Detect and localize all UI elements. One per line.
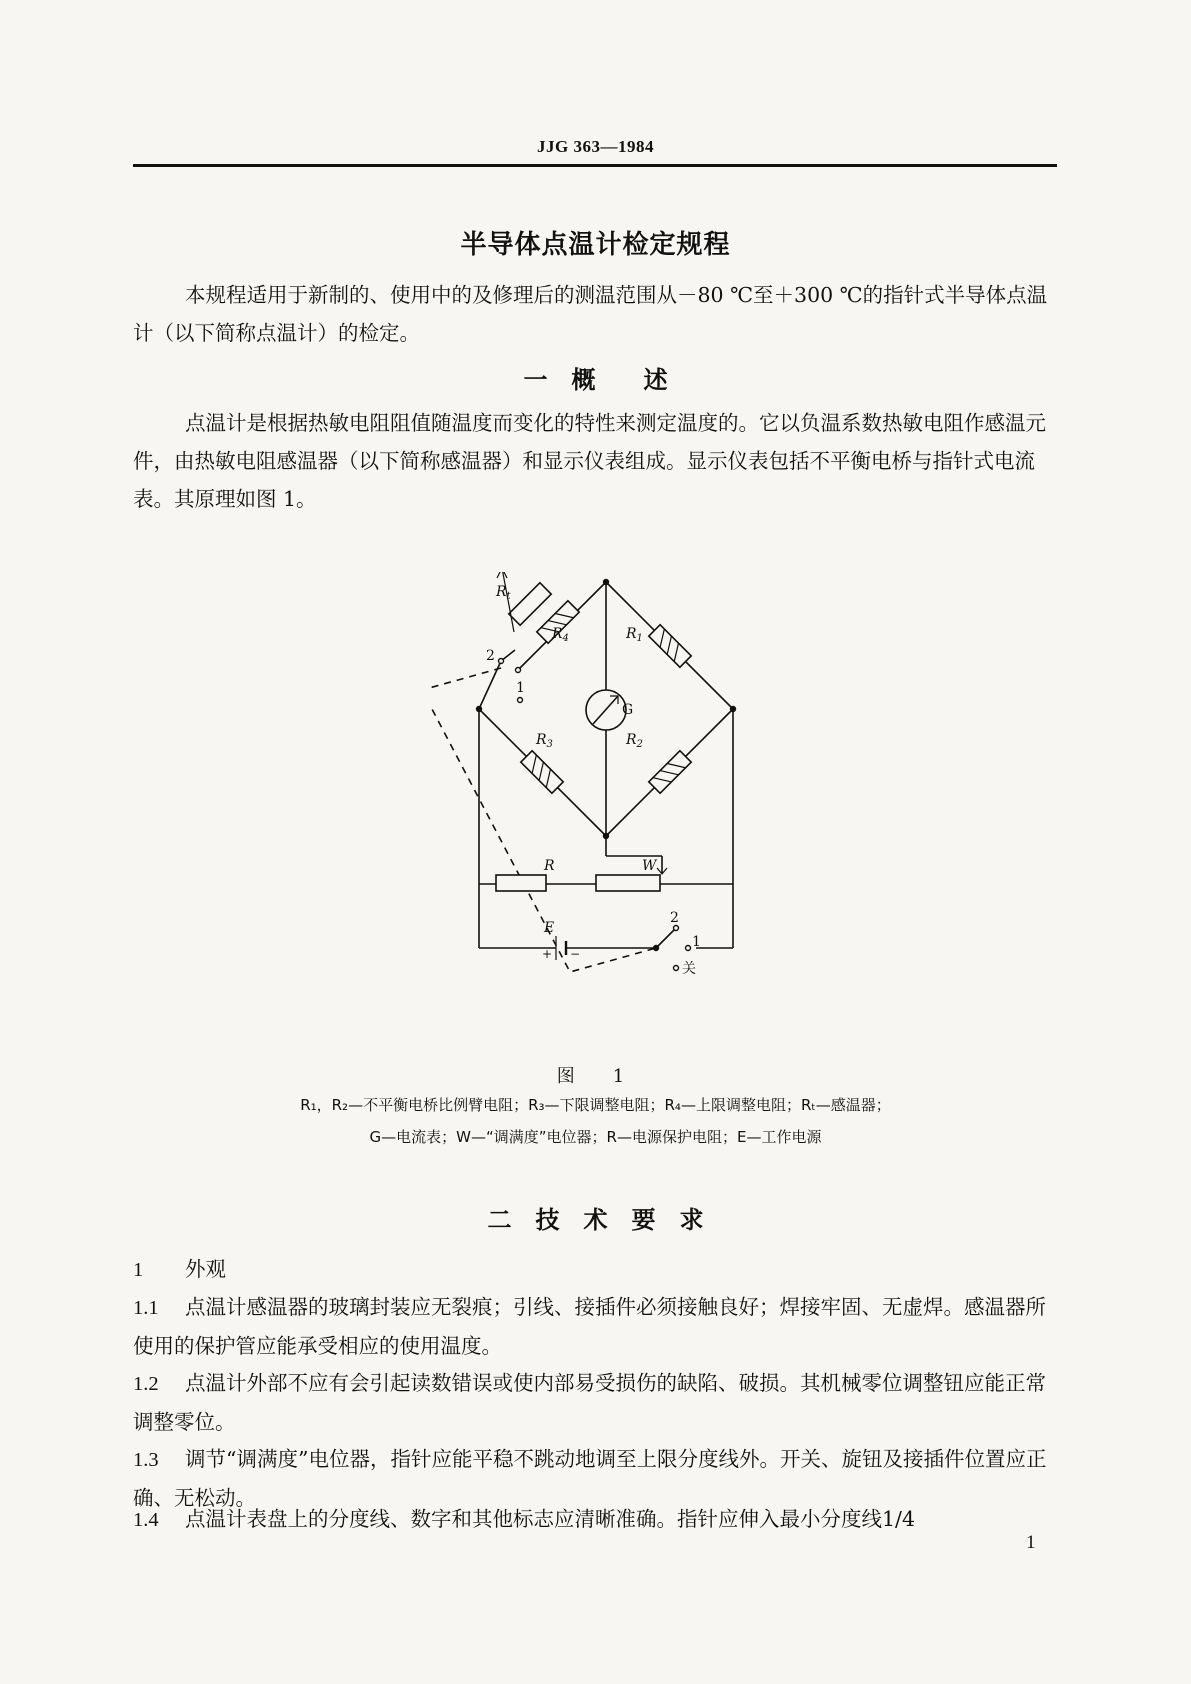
overview-paragraph: 点温计是根据热敏电阻阻值随温度而变化的特性来测定温度的。它以负温系数热敏电阻作感温元件，由热敏电阻感温器（以下简称感温器）和显示仪表组成。显示仪表包括不平衡电桥与指针式电流表。其原理如图 1。 <box>133 411 1046 511</box>
label-E: E <box>544 920 555 936</box>
resistor-R2 <box>649 751 691 793</box>
resistor-R1 <box>649 625 691 667</box>
label-W: W <box>642 858 657 874</box>
label-switch-top-1: 1 <box>516 680 525 696</box>
figure-caption-line-2: G—电流表；W—“调满度”电位器；R—电源保护电阻；E—工作电源 <box>369 1128 822 1146</box>
label-G: G <box>622 702 634 718</box>
label-minus: − <box>570 947 581 961</box>
label-R2: R <box>626 732 637 748</box>
section-heading-technical-requirements: 二 技 术 要 求 <box>487 1206 704 1234</box>
label-switch-top-2: 2 <box>486 648 495 664</box>
svg-text:R2: $R_2$ <box>626 732 643 750</box>
label-switch-bottom-1: 1 <box>692 934 701 950</box>
section-heading-overview: 一 概 述 <box>523 366 668 394</box>
header-rule <box>133 164 1057 167</box>
sensor-Rt <box>509 583 551 625</box>
document-title: 半导体点温计检定规程 <box>460 230 731 260</box>
label-off: 关 <box>682 961 696 977</box>
svg-text:R4: $R_4$ <box>552 626 569 644</box>
requirement-item: 1.4 点温计表盘上的分度线、数字和其他标志应清晰准确。指针应伸入最小分度线1/4 <box>133 1507 915 1531</box>
label-R: R <box>544 858 555 874</box>
svg-text:Rt: $R_t$ <box>496 584 511 602</box>
label-R1: R <box>626 626 637 642</box>
intro-paragraph: 本规程适用于新制的、使用中的及修理后的测温范围从－80 ℃至＋300 ℃的指针式半导体点温计（以下简称点温计）的检定。 <box>133 283 1048 345</box>
requirement-item: 1.2 点温计外部不应有会引起读数错误或使内部易受损伤的缺陷、破损。其机械零位调整钮应能正常调整零位。 <box>133 1371 1046 1434</box>
bridge-circuit-diagram <box>430 572 760 1042</box>
page-number: 1 <box>1026 1532 1036 1553</box>
resistor-R3 <box>521 751 563 793</box>
label-plus: + <box>542 947 553 961</box>
requirement-item: 1.1 点温计感温器的玻璃封装应无裂痕；引线、接插件必须接触良好；焊接牢固、无虚焊。感温器所使用的保护管应能承受相应的使用温度。 <box>133 1295 1046 1358</box>
label-switch-bottom-2: 2 <box>670 910 679 926</box>
requirement-item: 1 外观 <box>133 1257 226 1281</box>
requirement-item: 1.3 调节“调满度”电位器，指针应能平稳不跳动地调至上限分度线外。开关、旋钮及接插件位置应正确、无松动。 <box>133 1447 1047 1510</box>
label-R4: R <box>552 626 563 642</box>
label-R3: R <box>536 732 547 748</box>
switch-bottom-blade <box>656 928 676 948</box>
svg-text:R3: $R_3$ <box>536 732 553 750</box>
potentiometer-W <box>596 875 660 891</box>
resistor-R <box>496 875 546 891</box>
svg-text:R1: $R_1$ <box>626 626 643 644</box>
figure-label: 图 1 <box>556 1066 635 1087</box>
figure-caption-line-1: R₁，R₂—不平衡电桥比例臂电阻；R₃—下限调整电阻；R₄—上限调整电阻；Rₜ—感温器； <box>300 1096 891 1114</box>
document-code-header: JJG 363—1984 <box>537 137 654 156</box>
label-Rt: R <box>496 584 507 600</box>
